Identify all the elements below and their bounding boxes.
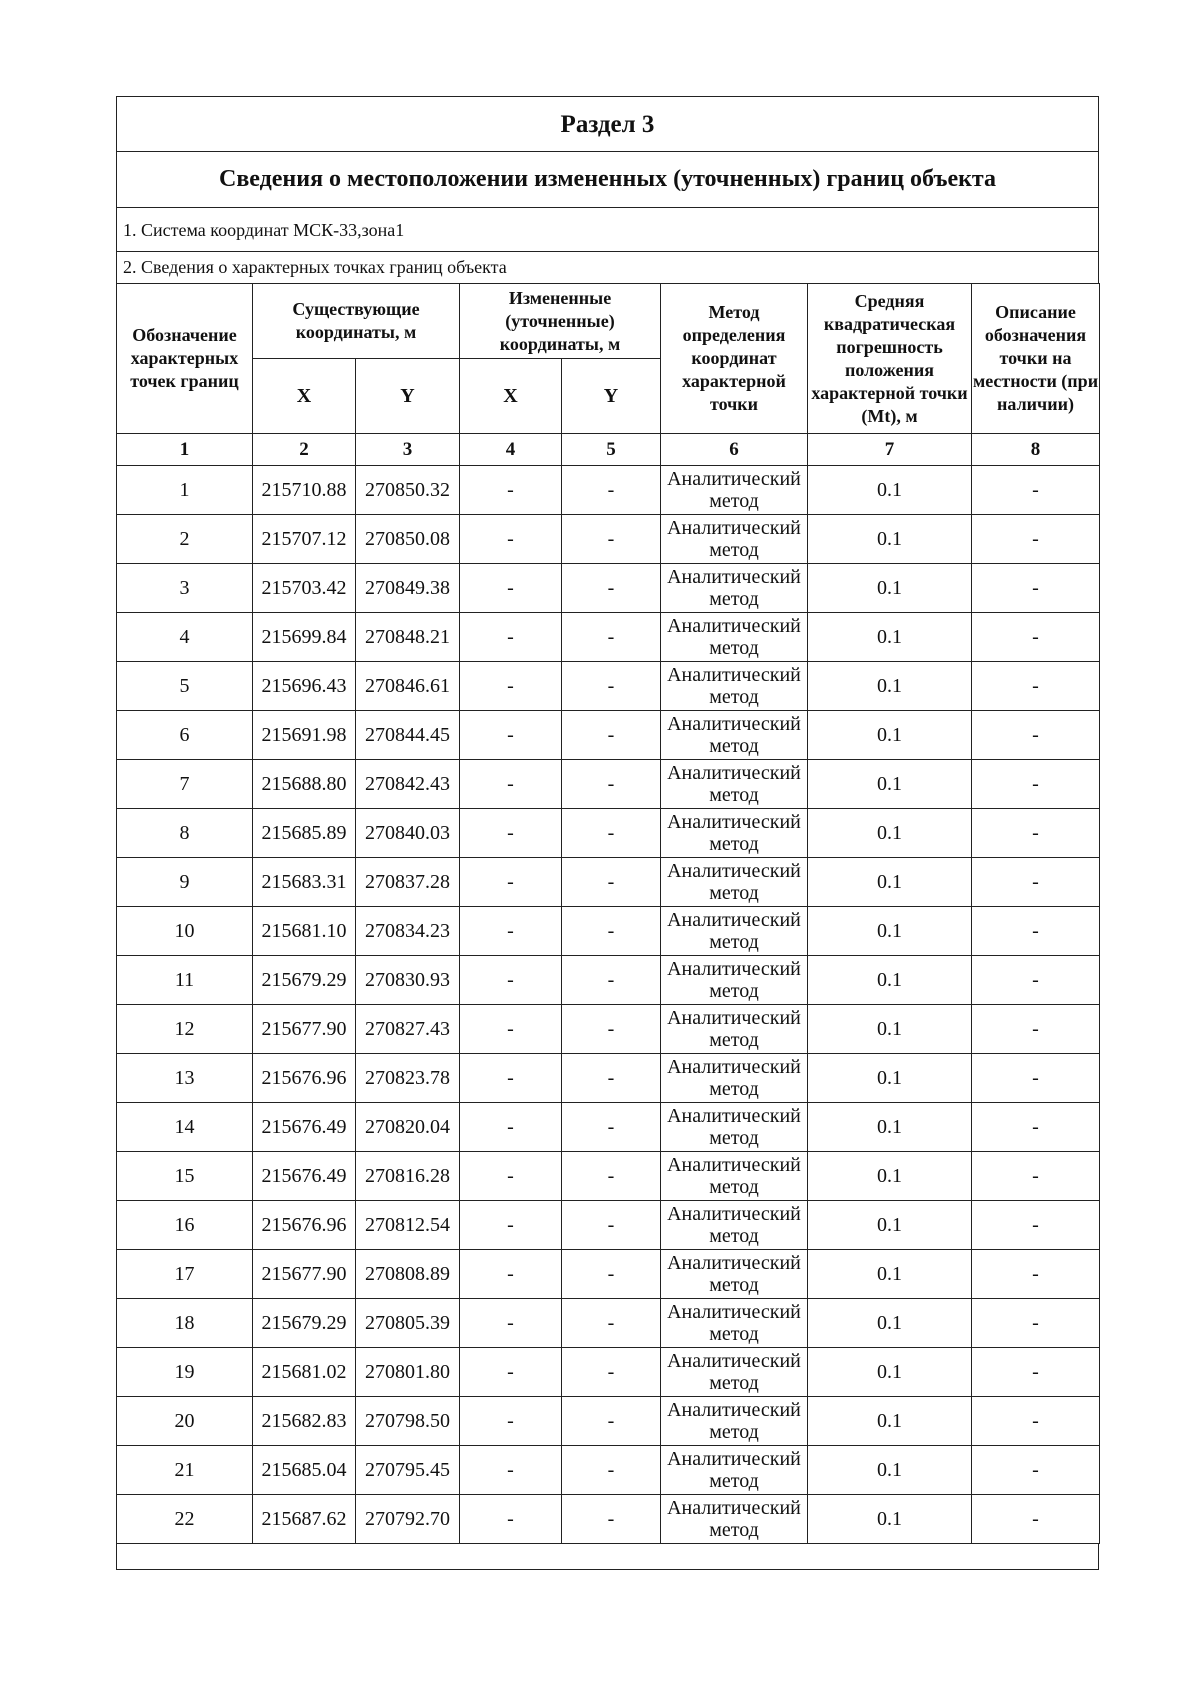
existing-x-cell: 215679.29 xyxy=(253,1299,356,1348)
description-cell: - xyxy=(972,1348,1100,1397)
method-text: метод xyxy=(709,1470,759,1492)
changed-y-cell: - xyxy=(562,466,661,515)
method-text: Аналитический xyxy=(667,566,801,588)
existing-y-cell: 270844.45 xyxy=(356,711,460,760)
existing-x-cell: 215683.31 xyxy=(253,858,356,907)
changed-y-cell: - xyxy=(562,1103,661,1152)
method-text: метод xyxy=(709,833,759,855)
existing-x-cell: 215682.83 xyxy=(253,1397,356,1446)
point-number-cell: 22 xyxy=(117,1495,253,1544)
description-cell: - xyxy=(972,1103,1100,1152)
description-cell: - xyxy=(972,1005,1100,1054)
error-cell: 0.1 xyxy=(808,760,972,809)
method-text: метод xyxy=(709,490,759,512)
changed-y-cell: - xyxy=(562,1152,661,1201)
method-text: метод xyxy=(709,1225,759,1247)
description-cell: - xyxy=(972,1397,1100,1446)
method-text: Аналитический xyxy=(667,909,801,931)
method-cell xyxy=(661,1103,808,1152)
changed-y-cell: - xyxy=(562,1299,661,1348)
point-number-cell: 6 xyxy=(117,711,253,760)
point-number-cell: 15 xyxy=(117,1152,253,1201)
error-cell: 0.1 xyxy=(808,858,972,907)
error-cell: 0.1 xyxy=(808,1299,972,1348)
changed-x-cell: - xyxy=(460,858,562,907)
changed-y-cell: - xyxy=(562,613,661,662)
changed-y-cell: - xyxy=(562,515,661,564)
point-number-cell: 1 xyxy=(117,466,253,515)
method-cell xyxy=(661,907,808,956)
table-row xyxy=(117,1005,1100,1054)
existing-x-cell: 215679.29 xyxy=(253,956,356,1005)
existing-y-cell: 270820.04 xyxy=(356,1103,460,1152)
existing-x-cell: 215707.12 xyxy=(253,515,356,564)
point-number-cell: 9 xyxy=(117,858,253,907)
point-number-cell: 7 xyxy=(117,760,253,809)
changed-y-cell: - xyxy=(562,1446,661,1495)
error-cell: 0.1 xyxy=(808,1005,972,1054)
points-heading: 2. Сведения о характерных точках границ объекта xyxy=(116,251,1099,283)
method-text: Аналитический xyxy=(667,1399,801,1421)
table-row xyxy=(117,1103,1100,1152)
changed-x-cell: - xyxy=(460,1250,562,1299)
method-text: метод xyxy=(709,637,759,659)
changed-y-cell: - xyxy=(562,1348,661,1397)
changed-y-cell: - xyxy=(562,1005,661,1054)
description-cell: - xyxy=(972,1299,1100,1348)
method-text: метод xyxy=(709,686,759,708)
method-cell xyxy=(661,1446,808,1495)
header-changed-coords: Измененные (уточненные) координаты, м xyxy=(460,284,661,359)
changed-x-cell: - xyxy=(460,1446,562,1495)
existing-y-cell: 270849.38 xyxy=(356,564,460,613)
method-text: метод xyxy=(709,882,759,904)
changed-x-cell: - xyxy=(460,515,562,564)
method-cell xyxy=(661,1250,808,1299)
method-cell xyxy=(661,809,808,858)
method-text: метод xyxy=(709,1421,759,1443)
method-text: метод xyxy=(709,980,759,1002)
method-text: Аналитический xyxy=(667,762,801,784)
table-row xyxy=(117,1495,1100,1544)
column-number: 2 xyxy=(253,434,356,466)
existing-y-cell: 270848.21 xyxy=(356,613,460,662)
existing-x-cell: 215681.02 xyxy=(253,1348,356,1397)
existing-x-cell: 215681.10 xyxy=(253,907,356,956)
changed-x-cell: - xyxy=(460,1054,562,1103)
point-number-cell: 12 xyxy=(117,1005,253,1054)
method-text: Аналитический xyxy=(667,1105,801,1127)
existing-x-cell: 215677.90 xyxy=(253,1250,356,1299)
description-cell: - xyxy=(972,1250,1100,1299)
method-text: метод xyxy=(709,539,759,561)
changed-x-cell: - xyxy=(460,662,562,711)
description-cell: - xyxy=(972,466,1100,515)
method-text: метод xyxy=(709,1519,759,1541)
changed-y-cell: - xyxy=(562,907,661,956)
method-text: метод xyxy=(709,931,759,953)
changed-y-cell: - xyxy=(562,564,661,613)
point-number-cell: 14 xyxy=(117,1103,253,1152)
description-cell: - xyxy=(972,1446,1100,1495)
changed-y-cell: - xyxy=(562,1201,661,1250)
method-text: Аналитический xyxy=(667,1203,801,1225)
changed-x-cell: - xyxy=(460,1201,562,1250)
existing-x-cell: 215691.98 xyxy=(253,711,356,760)
method-text: Аналитический xyxy=(667,1301,801,1323)
error-cell: 0.1 xyxy=(808,1397,972,1446)
table-row xyxy=(117,1201,1100,1250)
description-cell: - xyxy=(972,858,1100,907)
method-cell xyxy=(661,1152,808,1201)
method-text: метод xyxy=(709,1176,759,1198)
document-page xyxy=(116,96,1099,1570)
table-row xyxy=(117,662,1100,711)
existing-x-cell: 215676.49 xyxy=(253,1152,356,1201)
header-changed-x: X xyxy=(460,359,562,434)
method-text: Аналитический xyxy=(667,1448,801,1470)
existing-y-cell: 270827.43 xyxy=(356,1005,460,1054)
header-existing-coords: Существующие координаты, м xyxy=(253,284,460,359)
method-cell xyxy=(661,1299,808,1348)
existing-y-cell: 270812.54 xyxy=(356,1201,460,1250)
table-row xyxy=(117,1250,1100,1299)
description-cell: - xyxy=(972,1495,1100,1544)
existing-y-cell: 270837.28 xyxy=(356,858,460,907)
existing-y-cell: 270805.39 xyxy=(356,1299,460,1348)
header-designation: Обозначение характерных точек границ xyxy=(117,284,253,434)
existing-y-cell: 270795.45 xyxy=(356,1446,460,1495)
method-text: метод xyxy=(709,1372,759,1394)
method-text: Аналитический xyxy=(667,1252,801,1274)
method-text: Аналитический xyxy=(667,1350,801,1372)
point-number-cell: 19 xyxy=(117,1348,253,1397)
changed-x-cell: - xyxy=(460,1152,562,1201)
header-error: Средняя квадратическая погрешность положения характерной точки (Mt), м xyxy=(808,284,972,434)
method-cell xyxy=(661,564,808,613)
changed-x-cell: - xyxy=(460,613,562,662)
changed-y-cell: - xyxy=(562,1250,661,1299)
error-cell: 0.1 xyxy=(808,907,972,956)
existing-x-cell: 215688.80 xyxy=(253,760,356,809)
table-row xyxy=(117,1299,1100,1348)
description-cell: - xyxy=(972,1201,1100,1250)
changed-x-cell: - xyxy=(460,1495,562,1544)
table-row xyxy=(117,956,1100,1005)
header-description: Описание обозначения точки на местности (при наличии) xyxy=(972,284,1100,434)
error-cell: 0.1 xyxy=(808,1495,972,1544)
section-title: Раздел 3 xyxy=(116,96,1099,151)
method-text: Аналитический xyxy=(667,1497,801,1519)
column-number: 5 xyxy=(562,434,661,466)
header-method: Метод определения координат характерной точки xyxy=(661,284,808,434)
point-number-cell: 21 xyxy=(117,1446,253,1495)
method-text: метод xyxy=(709,1127,759,1149)
existing-x-cell: 215685.89 xyxy=(253,809,356,858)
point-number-cell: 10 xyxy=(117,907,253,956)
changed-x-cell: - xyxy=(460,1103,562,1152)
method-text: метод xyxy=(709,1078,759,1100)
method-text: Аналитический xyxy=(667,713,801,735)
existing-x-cell: 215676.96 xyxy=(253,1201,356,1250)
column-number: 1 xyxy=(117,434,253,466)
changed-x-cell: - xyxy=(460,564,562,613)
method-text: метод xyxy=(709,1274,759,1296)
changed-y-cell: - xyxy=(562,858,661,907)
table-row xyxy=(117,613,1100,662)
error-cell: 0.1 xyxy=(808,1103,972,1152)
point-number-cell: 17 xyxy=(117,1250,253,1299)
method-text: Аналитический xyxy=(667,958,801,980)
point-number-cell: 18 xyxy=(117,1299,253,1348)
point-number-cell: 2 xyxy=(117,515,253,564)
error-cell: 0.1 xyxy=(808,809,972,858)
error-cell: 0.1 xyxy=(808,711,972,760)
column-number: 6 xyxy=(661,434,808,466)
method-text: Аналитический xyxy=(667,664,801,686)
method-cell xyxy=(661,711,808,760)
existing-x-cell: 215696.43 xyxy=(253,662,356,711)
changed-x-cell: - xyxy=(460,1005,562,1054)
point-number-cell: 11 xyxy=(117,956,253,1005)
method-cell xyxy=(661,1495,808,1544)
point-number-cell: 8 xyxy=(117,809,253,858)
error-cell: 0.1 xyxy=(808,466,972,515)
error-cell: 0.1 xyxy=(808,1250,972,1299)
header-existing-x: X xyxy=(253,359,356,434)
error-cell: 0.1 xyxy=(808,1054,972,1103)
method-cell xyxy=(661,1397,808,1446)
existing-x-cell: 215687.62 xyxy=(253,1495,356,1544)
changed-x-cell: - xyxy=(460,1397,562,1446)
description-cell: - xyxy=(972,662,1100,711)
description-cell: - xyxy=(972,760,1100,809)
method-text: Аналитический xyxy=(667,1007,801,1029)
description-cell: - xyxy=(972,1054,1100,1103)
description-cell: - xyxy=(972,1152,1100,1201)
method-cell xyxy=(661,1201,808,1250)
table-row xyxy=(117,760,1100,809)
existing-y-cell: 270830.93 xyxy=(356,956,460,1005)
existing-x-cell: 215699.84 xyxy=(253,613,356,662)
table-row xyxy=(117,858,1100,907)
changed-x-cell: - xyxy=(460,809,562,858)
description-cell: - xyxy=(972,515,1100,564)
method-text: Аналитический xyxy=(667,860,801,882)
points-table xyxy=(116,283,1100,1544)
error-cell: 0.1 xyxy=(808,1152,972,1201)
existing-y-cell: 270801.80 xyxy=(356,1348,460,1397)
method-text: Аналитический xyxy=(667,615,801,637)
description-cell: - xyxy=(972,956,1100,1005)
method-cell xyxy=(661,466,808,515)
method-cell xyxy=(661,613,808,662)
existing-y-cell: 270850.32 xyxy=(356,466,460,515)
changed-y-cell: - xyxy=(562,956,661,1005)
method-text: Аналитический xyxy=(667,1154,801,1176)
existing-x-cell: 215676.96 xyxy=(253,1054,356,1103)
method-cell xyxy=(661,515,808,564)
table-row xyxy=(117,466,1100,515)
table-row xyxy=(117,1152,1100,1201)
description-cell: - xyxy=(972,564,1100,613)
column-number: 7 xyxy=(808,434,972,466)
error-cell: 0.1 xyxy=(808,662,972,711)
description-cell: - xyxy=(972,613,1100,662)
table-row xyxy=(117,1446,1100,1495)
method-text: Аналитический xyxy=(667,468,801,490)
existing-y-cell: 270850.08 xyxy=(356,515,460,564)
error-cell: 0.1 xyxy=(808,1201,972,1250)
changed-y-cell: - xyxy=(562,711,661,760)
error-cell: 0.1 xyxy=(808,1348,972,1397)
column-number: 3 xyxy=(356,434,460,466)
table-row xyxy=(117,907,1100,956)
method-text: метод xyxy=(709,784,759,806)
method-text: Аналитический xyxy=(667,811,801,833)
description-cell: - xyxy=(972,711,1100,760)
point-number-cell: 20 xyxy=(117,1397,253,1446)
method-cell xyxy=(661,1005,808,1054)
changed-x-cell: - xyxy=(460,956,562,1005)
changed-y-cell: - xyxy=(562,1397,661,1446)
method-text: метод xyxy=(709,588,759,610)
method-text: Аналитический xyxy=(667,1056,801,1078)
changed-y-cell: - xyxy=(562,662,661,711)
changed-x-cell: - xyxy=(460,711,562,760)
changed-x-cell: - xyxy=(460,1348,562,1397)
changed-y-cell: - xyxy=(562,809,661,858)
header-existing-y: Y xyxy=(356,359,460,434)
existing-x-cell: 215677.90 xyxy=(253,1005,356,1054)
point-number-cell: 13 xyxy=(117,1054,253,1103)
changed-x-cell: - xyxy=(460,1299,562,1348)
existing-y-cell: 270792.70 xyxy=(356,1495,460,1544)
table-row xyxy=(117,1397,1100,1446)
description-cell: - xyxy=(972,907,1100,956)
method-cell xyxy=(661,858,808,907)
method-cell xyxy=(661,1348,808,1397)
method-cell xyxy=(661,956,808,1005)
error-cell: 0.1 xyxy=(808,515,972,564)
changed-y-cell: - xyxy=(562,1054,661,1103)
changed-x-cell: - xyxy=(460,907,562,956)
existing-y-cell: 270798.50 xyxy=(356,1397,460,1446)
existing-y-cell: 270840.03 xyxy=(356,809,460,858)
method-cell xyxy=(661,1054,808,1103)
existing-y-cell: 270816.28 xyxy=(356,1152,460,1201)
existing-x-cell: 215685.04 xyxy=(253,1446,356,1495)
header-changed-y: Y xyxy=(562,359,661,434)
existing-y-cell: 270808.89 xyxy=(356,1250,460,1299)
point-number-cell: 16 xyxy=(117,1201,253,1250)
method-cell xyxy=(661,662,808,711)
existing-x-cell: 215676.49 xyxy=(253,1103,356,1152)
point-number-cell: 5 xyxy=(117,662,253,711)
method-text: метод xyxy=(709,1323,759,1345)
column-number: 4 xyxy=(460,434,562,466)
table-row xyxy=(117,1054,1100,1103)
existing-y-cell: 270834.23 xyxy=(356,907,460,956)
column-number-row xyxy=(117,434,1100,466)
error-cell: 0.1 xyxy=(808,564,972,613)
points-table-body xyxy=(117,466,1100,1544)
method-text: метод xyxy=(709,735,759,757)
table-row xyxy=(117,1348,1100,1397)
method-text: Аналитический xyxy=(667,517,801,539)
changed-x-cell: - xyxy=(460,760,562,809)
point-number-cell: 3 xyxy=(117,564,253,613)
error-cell: 0.1 xyxy=(808,1446,972,1495)
existing-y-cell: 270842.43 xyxy=(356,760,460,809)
existing-x-cell: 215710.88 xyxy=(253,466,356,515)
existing-y-cell: 270846.61 xyxy=(356,662,460,711)
point-number-cell: 4 xyxy=(117,613,253,662)
method-cell xyxy=(661,760,808,809)
error-cell: 0.1 xyxy=(808,613,972,662)
method-text: метод xyxy=(709,1029,759,1051)
section-subtitle: Сведения о местоположении измененных (уточненных) границ объекта xyxy=(116,151,1099,207)
existing-y-cell: 270823.78 xyxy=(356,1054,460,1103)
changed-y-cell: - xyxy=(562,1495,661,1544)
coordinate-system-line: 1. Система координат МСК-33,зона1 xyxy=(116,207,1099,251)
table-footer-band xyxy=(116,1544,1099,1570)
table-row xyxy=(117,515,1100,564)
changed-y-cell: - xyxy=(562,760,661,809)
table-row xyxy=(117,711,1100,760)
changed-x-cell: - xyxy=(460,466,562,515)
existing-x-cell: 215703.42 xyxy=(253,564,356,613)
table-row xyxy=(117,564,1100,613)
error-cell: 0.1 xyxy=(808,956,972,1005)
description-cell: - xyxy=(972,809,1100,858)
column-number: 8 xyxy=(972,434,1100,466)
table-row xyxy=(117,809,1100,858)
